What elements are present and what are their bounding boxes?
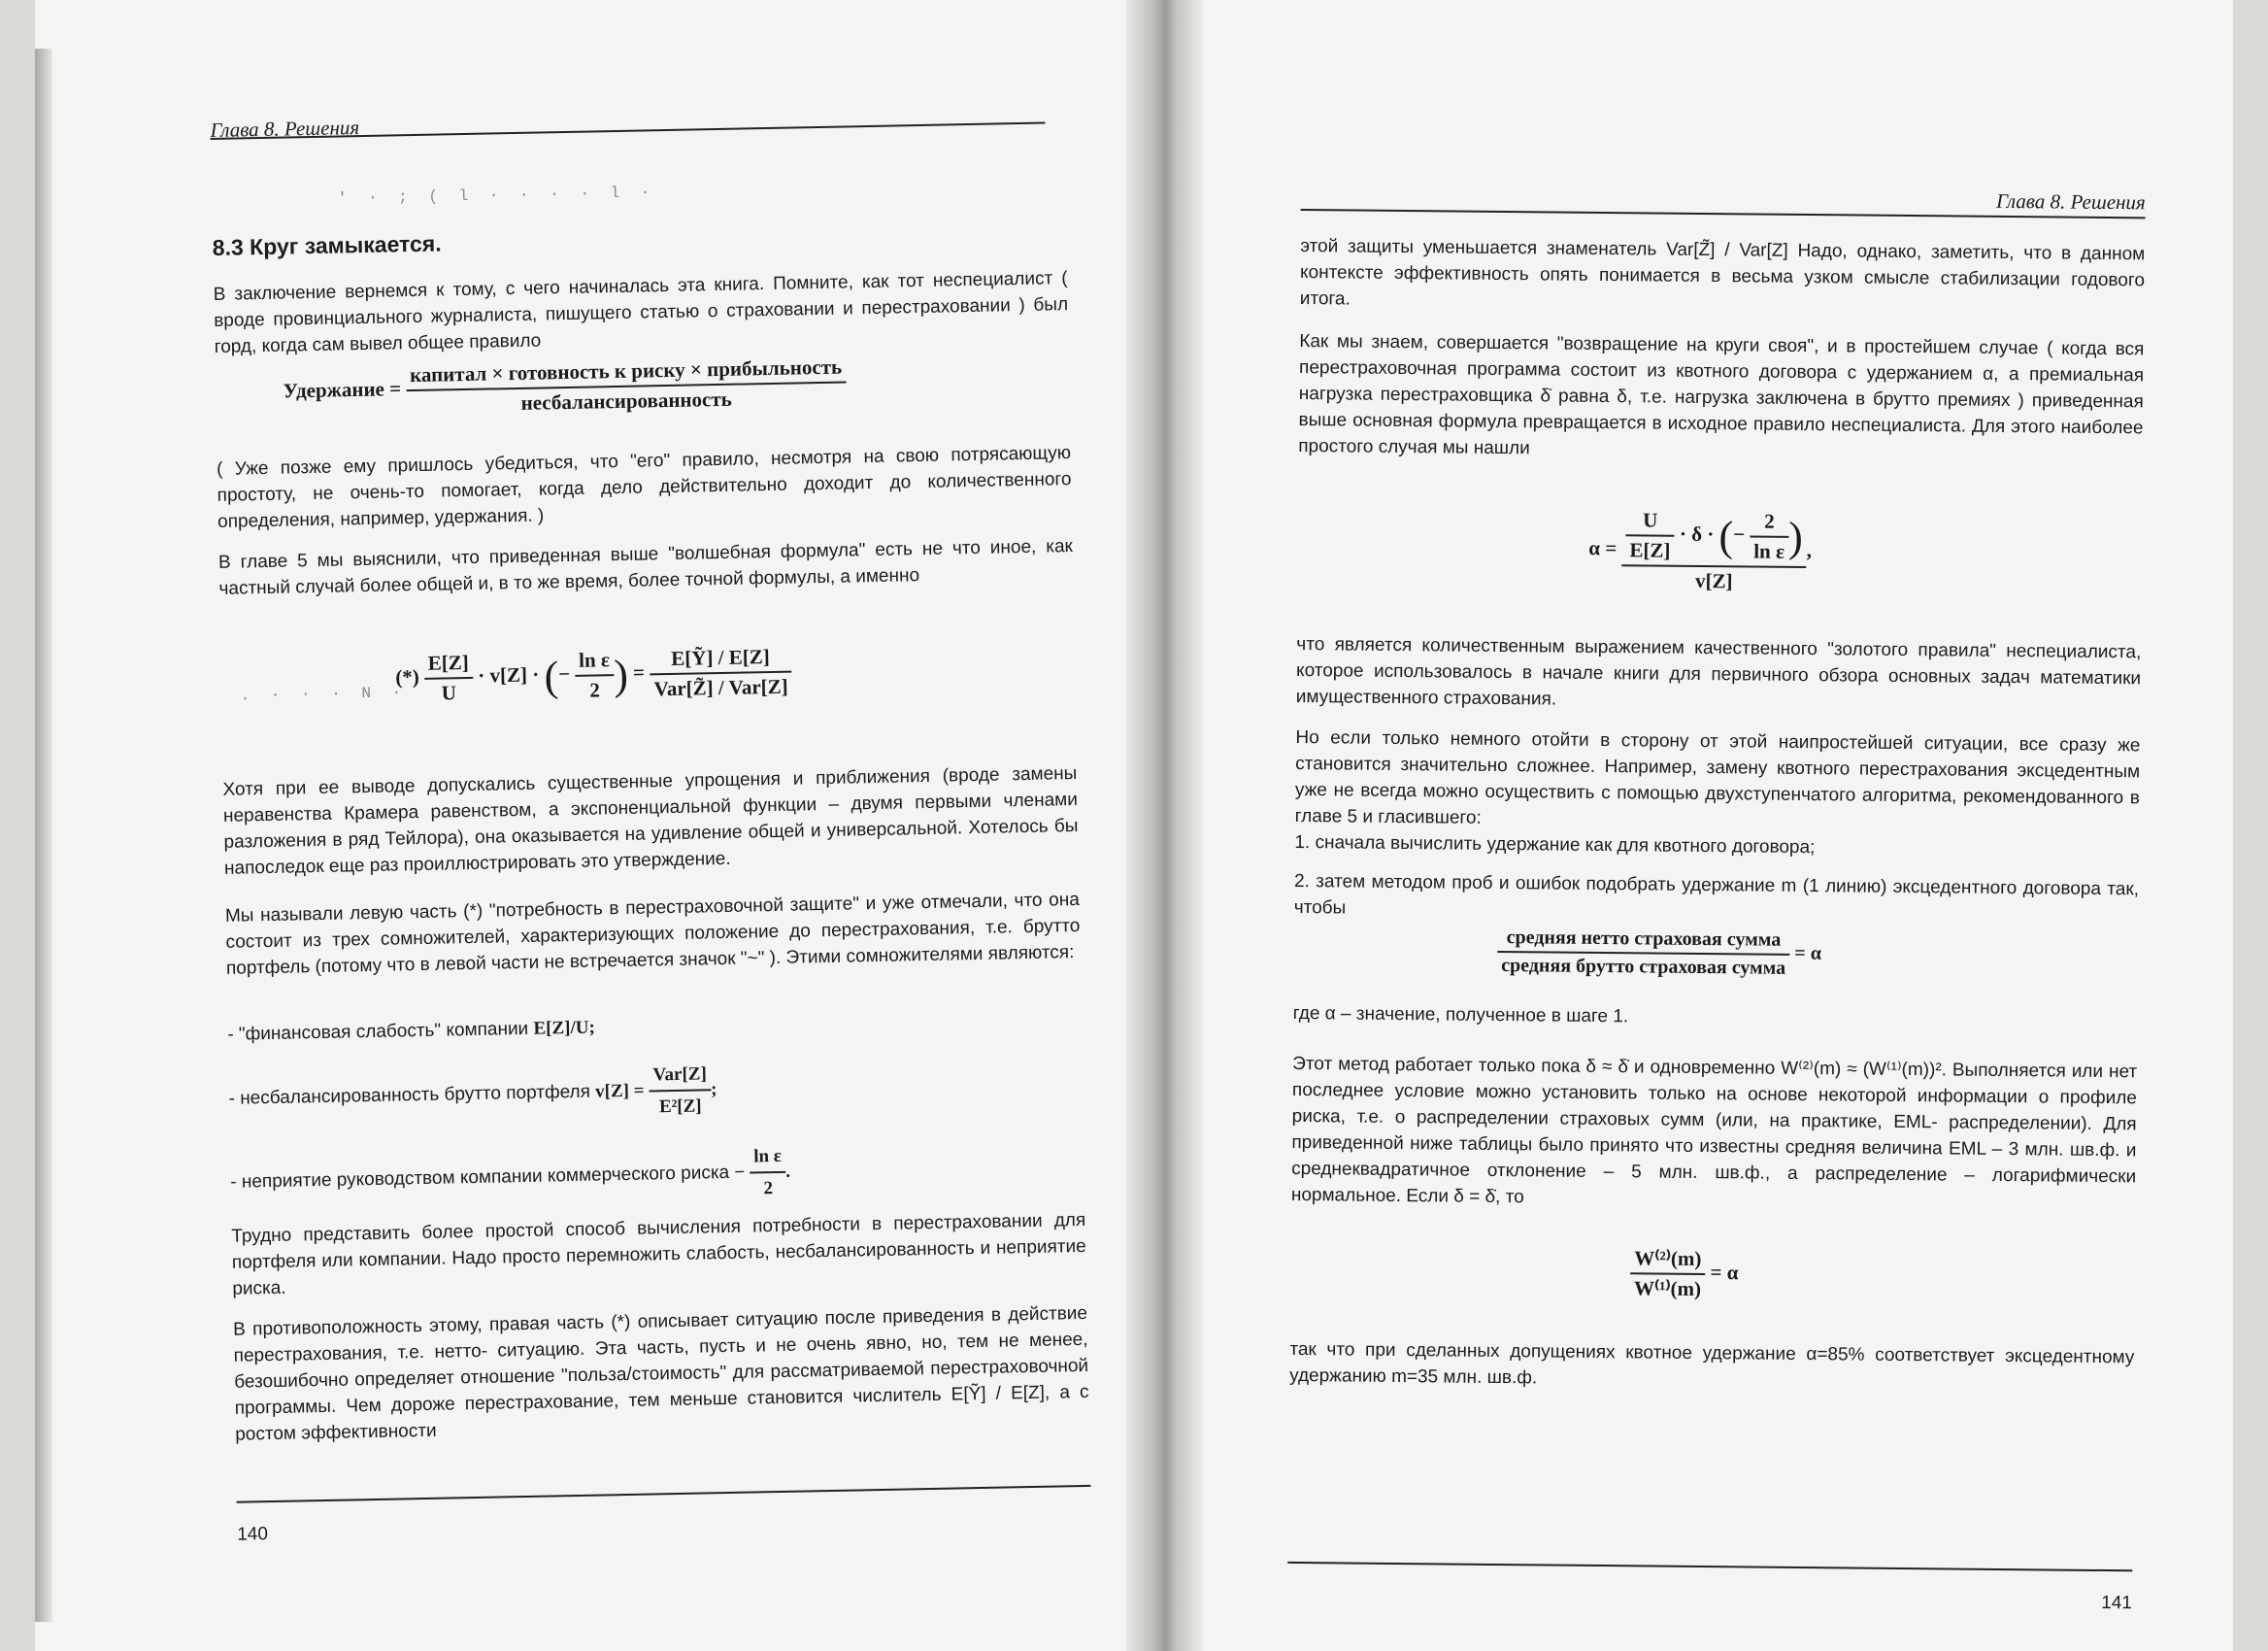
bullet-math-lhs: v[Z] = bbox=[594, 1080, 645, 1102]
running-header: Глава 8. Решения bbox=[210, 116, 360, 142]
page-number: 140 bbox=[237, 1524, 269, 1545]
formula-fraction bbox=[406, 354, 847, 418]
formula-sums-ratio bbox=[1497, 927, 1821, 980]
paragraph-method-works: Этот метод работает только пока δ ≈ δ̇ и одновременно W⁽²⁾(m) ≈ (W⁽¹⁾(m))². Выполняется или нет последнее условие можно установить только на основе некоторой информации о профиле риска, т.е. о распределении страховых сумм (или, на практике, EML- распределении). Для приведенной ниже таблицы было принято что известны средняя величина EML – 3 млн. шв.ф. и среднеквадратичное отклонение – 5 млн. шв.ф., а распределение – логарифмически нормальное. Если δ = δ̇, то bbox=[1290, 1053, 2138, 1208]
fraction-ln-eps bbox=[575, 648, 615, 703]
formula-middle: · v[Z] · bbox=[478, 662, 540, 688]
paragraph-complication: Но если только немного отойти в сторону от этой наипростейшей ситуации, все сразу же становится значительно сложнее. Например, замену квотного перестрахования эксцедентным уже не всегда можно осуществить с помощью двухступенчатого алгоритма, рекомендованного в главе 5 и гласившего: bbox=[1294, 726, 2141, 828]
numerator: ln ε bbox=[750, 1143, 785, 1174]
formula-denominator: W⁽¹⁾(m) bbox=[1633, 1276, 1702, 1301]
bullet-text: - неприятие руководством компании коммерческого риска bbox=[230, 1162, 730, 1193]
paragraph-golden-rule: что является количественным выражением качественного "золотого правила" неспециалиста, которое использовалось в начале книги для первичного обзора основных задач математики имущественного страхования. bbox=[1295, 633, 2142, 710]
footer-rule bbox=[237, 1485, 1091, 1503]
denominator: U bbox=[441, 681, 457, 705]
paragraph-simple-method: Трудно представить более простой способ вычисления потребности в перестраховании для портфеля или компании. Надо просто перемножить слабость, несбалансированность и неприятие риска. bbox=[231, 1209, 1086, 1299]
equals-sign: = bbox=[632, 660, 646, 685]
punctuation: . bbox=[785, 1161, 791, 1182]
numerator: 2 bbox=[1750, 509, 1788, 537]
fraction-u-ez bbox=[1625, 508, 1675, 562]
fraction-var-e2 bbox=[649, 1061, 711, 1120]
denominator: E²[Z] bbox=[658, 1095, 702, 1118]
formula-lhs: α = bbox=[1588, 536, 1618, 560]
footer-rule bbox=[1287, 1562, 2132, 1571]
bullet-risk-aversion bbox=[230, 1137, 1085, 1212]
formula-numerator: $\frac{U}{E[Z]}$ · δ · (− $\frac{2}{\text{ln ε}}$ ) bbox=[1621, 508, 1807, 568]
section-title: 8.3 Круг замыкается. bbox=[212, 230, 442, 260]
formula-main-fraction bbox=[1621, 508, 1807, 594]
paragraph-denominator: этой защиты уменьшается знаменатель Var[Z̃] / Var[Z] Надо, однако, заметить, что в данном контексте эффективность опять понимается в весьма узком смысле стабилизации годового итога. bbox=[1299, 235, 2146, 310]
formula-star: (*) $\frac{E[Z]}{U}$ · v[Z] · (− $\frac{\text{ln ε}}{2}$ ) = $\frac{\text{E[Ỹ] / E[Z]}}{\text{Var[Z̃] / Var[Z]}}$ bbox=[395, 645, 792, 707]
formula-label: (*) bbox=[395, 664, 420, 690]
right-page-content bbox=[1289, 175, 2146, 1614]
paragraph-circles: Как мы знаем, совершается "возвращение на круги своя", и в простейшем случае ( когда вся перестраховочная программа состоит из квотного договора с удержанием α, а премиальная нагрузка перестраховщика δ̇ равна δ, т.е. нагрузка заключена в брутто премиях ) приведенная выше основная формула превращается в исходное правило неспециалиста. Для этого наиболее простого случая мы нашли bbox=[1298, 330, 2145, 459]
where-alpha: где α – значение, полученное в шаге 1. bbox=[1292, 1002, 1629, 1028]
formula-denominator: средняя брутто страховая сумма bbox=[1501, 955, 1786, 979]
formula-w-ratio bbox=[1630, 1246, 1739, 1301]
denominator: Var[Z̃] / Var[Z] bbox=[653, 674, 788, 701]
formula-numerator: W⁽²⁾(m) bbox=[1630, 1246, 1705, 1275]
numerator: ln ε bbox=[575, 648, 614, 677]
formula-fraction bbox=[1497, 927, 1790, 980]
step-one: 1. сначала вычислить удержание как для квотного договора; bbox=[1294, 831, 1816, 859]
numerator: E[Ỹ] / E[Z] bbox=[650, 645, 792, 676]
formula-alpha bbox=[1588, 508, 1812, 594]
minus-sign: − bbox=[1733, 522, 1746, 547]
numerator: E[Z] bbox=[424, 651, 474, 680]
paragraph-intro: В заключение вернемся к тому, с чего начиналась эта книга. Помните, как тот неспециалист ( вроде провинциального журналиста, пишущего статью о страховании и перестраховании ) был горд, когда сам вывел общее правило bbox=[213, 268, 1069, 357]
formula-fraction bbox=[1630, 1246, 1706, 1301]
running-header: Глава 8. Решения bbox=[1995, 188, 2146, 215]
bullet-financial-weakness bbox=[227, 1005, 1082, 1048]
formula-numerator: капитал × готовность к риску × прибыльность bbox=[406, 354, 847, 391]
denominator: E[Z] bbox=[1629, 538, 1671, 562]
left-page bbox=[35, 0, 1126, 1651]
fraction-ez-u bbox=[424, 651, 474, 706]
page-number: 141 bbox=[2101, 1592, 2133, 1614]
step-two: 2. затем методом проб и ошибок подобрать удержание m (1 линию) эксцедентного договора так, чтобы bbox=[1293, 870, 2140, 919]
bullet-text: - несбалансированность брутто портфеля bbox=[228, 1081, 591, 1109]
denominator: 2 bbox=[763, 1178, 774, 1199]
paragraph-chapter5: В главе 5 мы выяснили, что приведенная выше "волшебная формула" есть не что иное, как частный случай более общей и, в то же время, более точной формулы, а именно bbox=[217, 536, 1074, 599]
left-page-content bbox=[210, 90, 1089, 1545]
formula-numerator: средняя нетто страховая сумма bbox=[1497, 927, 1789, 956]
scan-noise: . · · · N · bbox=[240, 684, 408, 705]
denominator: ln ε bbox=[1753, 539, 1785, 563]
denominator: 2 bbox=[589, 678, 601, 702]
paragraph-left-part: Мы называли левую часть (*) "потребность в перестраховочной защите" и уже отмечали, что она состоит из трех сомножителей, характеризующих положение до перестрахования, т.е. брутто портфель (потому что в левой части не встречается значок "~" ). Этими сомножителями являются: bbox=[224, 889, 1081, 979]
minus-sign: − bbox=[734, 1162, 746, 1183]
book-gutter bbox=[1126, 0, 1204, 1651]
bullet-imbalance bbox=[228, 1054, 1084, 1129]
fraction-ln-eps bbox=[750, 1143, 786, 1202]
paragraph-simplifications: Хотя при ее выводе допускались существенные упрощения и приближения (вроде замены неравенства Крамера равенством, а экспоненциальной функции – двумя первыми членами разложения в ряд Тейлора), она оказывается на удивление общей и универсальной. Хотелось бы напоследок еще раз проиллюстрировать это утверждение. bbox=[222, 762, 1079, 879]
formula-lhs: Удержание bbox=[283, 377, 385, 403]
punctuation: , bbox=[1806, 538, 1813, 562]
fraction-2-ln-eps bbox=[1750, 509, 1788, 563]
formula-denominator: несбалансированность bbox=[520, 387, 732, 415]
bullet-text: - "финансовая слабость" компании bbox=[227, 1018, 529, 1045]
paragraph-aside: ( Уже позже ему пришлось убедиться, что "его" правило, несмотря на свою потрясающую простоту, не очень-то помогает, когда дело действительно доходит до количественного определения, например, удержания. ) bbox=[216, 443, 1072, 532]
punctuation: ; bbox=[710, 1079, 717, 1100]
page-edge-shadow bbox=[35, 49, 52, 1622]
formula-rhs: = α bbox=[1710, 1260, 1739, 1285]
right-page bbox=[1204, 0, 2233, 1651]
paragraph-conclusion: так что при сделанных допущениях квотное удержание α=85% соответствует эксцедентному удержанию m=35 млн. шв.ф. bbox=[1289, 1338, 2135, 1389]
scan-noise: ' · ; ( l · · · · l · bbox=[337, 184, 656, 208]
paragraph-right-part: В противоположность этому, правая часть (*) описывает ситуацию после приведения в действие перестрахования, т.е. нетто- ситуацию. Эта часть, пусть и не очень явно, но, тем не менее, безошибочно определяет отношение "польза/стоимость" для рассматриваемой перестраховочной программы. Чем дороже перестрахование, тем меньше становится числитель E[Ỹ] / E[Z], а с ростом эффективности bbox=[232, 1302, 1089, 1445]
formula-denominator: v[Z] bbox=[1694, 568, 1733, 593]
bullet-math: E[Z]/U; bbox=[533, 1017, 595, 1039]
numerator: Var[Z] bbox=[649, 1061, 711, 1092]
numerator: U bbox=[1626, 508, 1675, 536]
formula-rhs: = α bbox=[1794, 942, 1822, 964]
formula-retention-rule: Удержание = $\frac{\text{капитал × готовность к риску × прибыльность}}{\text{несбалансированность}}$ bbox=[283, 354, 847, 420]
fraction-utility-cost bbox=[650, 645, 792, 702]
minus-sign: − bbox=[557, 661, 571, 687]
formula-delta: · δ · bbox=[1679, 522, 1715, 546]
